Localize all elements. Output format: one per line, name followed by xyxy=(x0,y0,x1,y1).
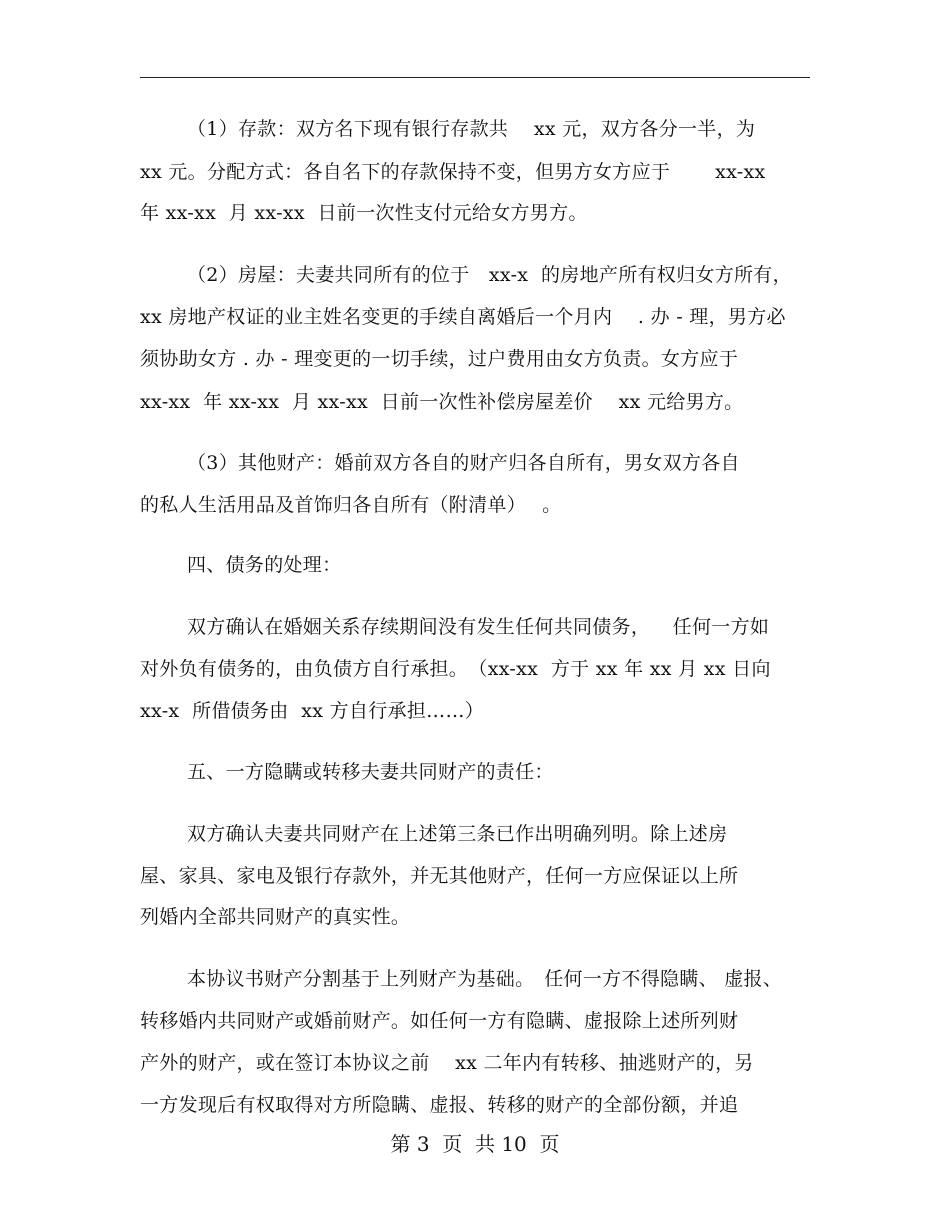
text-line: xx 房地产权证的业主姓名变更的手续自离婚后一个月内 . 办 - 理，男方必 xyxy=(140,306,786,328)
text-line: 双方确认夫妻共同财产在上述第三条已作出明确列明。除上述房 xyxy=(187,823,728,845)
text-line: （2）房屋：夫妻共同所有的位于 xx-x 的房地产所有权归女方所有， xyxy=(187,264,792,286)
text-line: 双方确认在婚姻关系存续期间没有发生任何共同债务， 任何一方如 xyxy=(187,616,770,638)
text-line: 的私人生活用品及首饰归各自所有（附清单） 。 xyxy=(140,494,562,516)
text-line: xx-xx 年 xx-xx 月 xx-xx 日前一次性补偿房屋差价 xx 元给男方。 xyxy=(140,391,744,413)
text-line: 年 xx-xx 月 xx-xx 日前一次性支付元给女方男方。 xyxy=(140,202,588,224)
text-line: xx-x 所借债务由 xx 方自行承担……） xyxy=(140,700,485,722)
text-line: 本协议书财产分割基于上列财产为基础。 任何一方不得隐瞒、 虚报、 xyxy=(187,968,783,990)
text-line: 产外的财产，或在签订本协议之前 xx 二年内有转移、抽逃财产的，另 xyxy=(140,1052,754,1074)
text-line: （1）存款：双方名下现有银行存款共 xx 元，双方各分一半，为 xyxy=(187,118,756,140)
text-line: （3）其他财产：婚前双方各自的财产归各自所有，男女双方各自 xyxy=(187,452,740,474)
text-line: 须协助女方 . 办 - 理变更的一切手续，过户费用由女方负责。女方应于 xyxy=(140,348,739,370)
text-line: 对外负有债务的，由负债方自行承担。 （xx-xx 方于 xx 年 xx 月 xx 日向 xyxy=(140,658,771,680)
text-line: 列婚内全部共同财产的真实性。 xyxy=(140,906,411,928)
text-line: xx 元。分配方式：各自名下的存款保持不变，但男方女方应于 xx-xx xyxy=(140,161,766,183)
text-line: 屋、家具、家电及银行存款外，并无其他财产，任何一方应保证以上所 xyxy=(140,865,739,887)
text-line: 转移婚内共同财产或婚前财产。如任何一方有隐瞒、虚报除上述所列财 xyxy=(140,1010,739,1032)
page-number-footer: 第 3 页 共 10 页 xyxy=(390,1132,560,1156)
header-rule xyxy=(140,77,810,78)
section-heading: 四、债务的处理： xyxy=(187,554,342,576)
text-line: 一方发现后有权取得对方所隐瞒、虚报、转移的财产的全部份额，并追 xyxy=(140,1094,739,1116)
section-heading: 五、一方隐瞒或转移夫妻共同财产的责任： xyxy=(187,761,554,783)
